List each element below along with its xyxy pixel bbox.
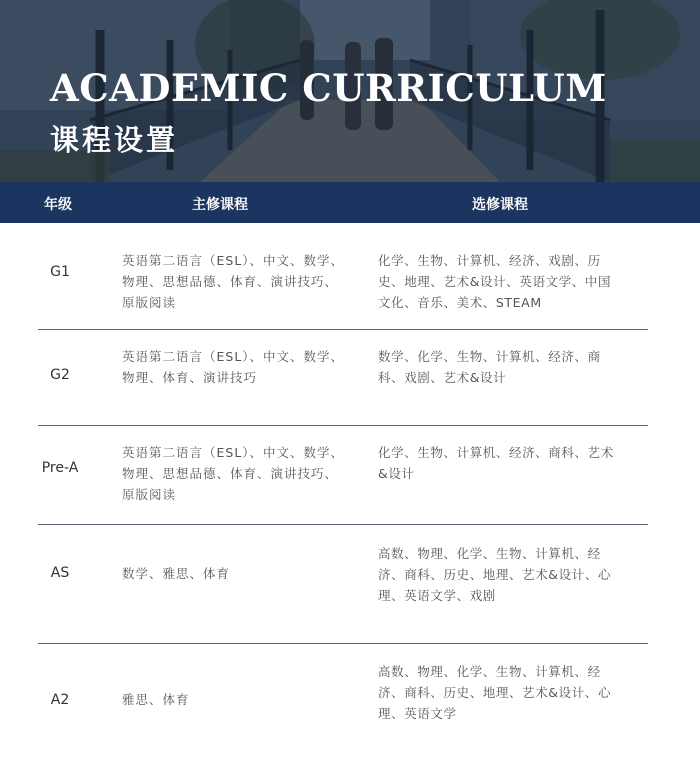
grade-cell: AS	[50, 565, 70, 581]
header-required-courses: 主修课程	[192, 197, 248, 213]
table-row	[0, 644, 700, 768]
required-courses-cell: 英语第二语言（ESL）、中文、数学、物理、思想品德、体育、演讲技巧、原版阅读	[122, 445, 345, 502]
required-courses-cell: 英语第二语言（ESL）、中文、数学、物理、思想品德、体育、演讲技巧、原版阅读	[122, 253, 345, 310]
title-english: ACADEMIC CURRICULUM	[50, 66, 607, 110]
grade-cell: Pre-A	[41, 460, 79, 476]
elective-courses-cell: 高数、物理、化学、生物、计算机、经济、商科、历史、地理、艺术&设计、心理、英语文学	[378, 664, 612, 721]
table-row	[0, 223, 700, 329]
title-chinese: 课程设置	[50, 123, 179, 157]
grade-cell: G1	[50, 264, 70, 280]
required-courses-cell: 雅思、体育	[122, 692, 190, 707]
header-grade: 年级	[44, 197, 72, 213]
elective-courses-cell: 化学、生物、计算机、经济、戏剧、历史、地理、艺术&设计、英语文学、中国文化、音乐、美术、STEAM	[378, 253, 612, 310]
required-courses-cell: 英语第二语言（ESL）、中文、数学、物理、体育、演讲技巧	[122, 349, 345, 385]
table-row	[0, 330, 700, 425]
grade-cell: G2	[50, 367, 70, 383]
elective-courses-cell: 数学、化学、生物、计算机、经济、商科、戏剧、艺术&设计	[378, 349, 601, 385]
grade-cell: A2	[50, 692, 70, 708]
header-elective-courses: 选修课程	[472, 197, 528, 213]
hero-banner	[0, 0, 700, 182]
required-courses-cell: 数学、雅思、体育	[122, 566, 231, 581]
elective-courses-cell: 化学、生物、计算机、经济、商科、艺术&设计	[378, 445, 614, 481]
elective-courses-cell: 高数、物理、化学、生物、计算机、经济、商科、历史、地理、艺术&设计、心理、英语文学、戏剧	[378, 546, 612, 603]
table-row	[0, 426, 700, 524]
table-row	[0, 525, 700, 643]
table-header	[0, 182, 700, 223]
